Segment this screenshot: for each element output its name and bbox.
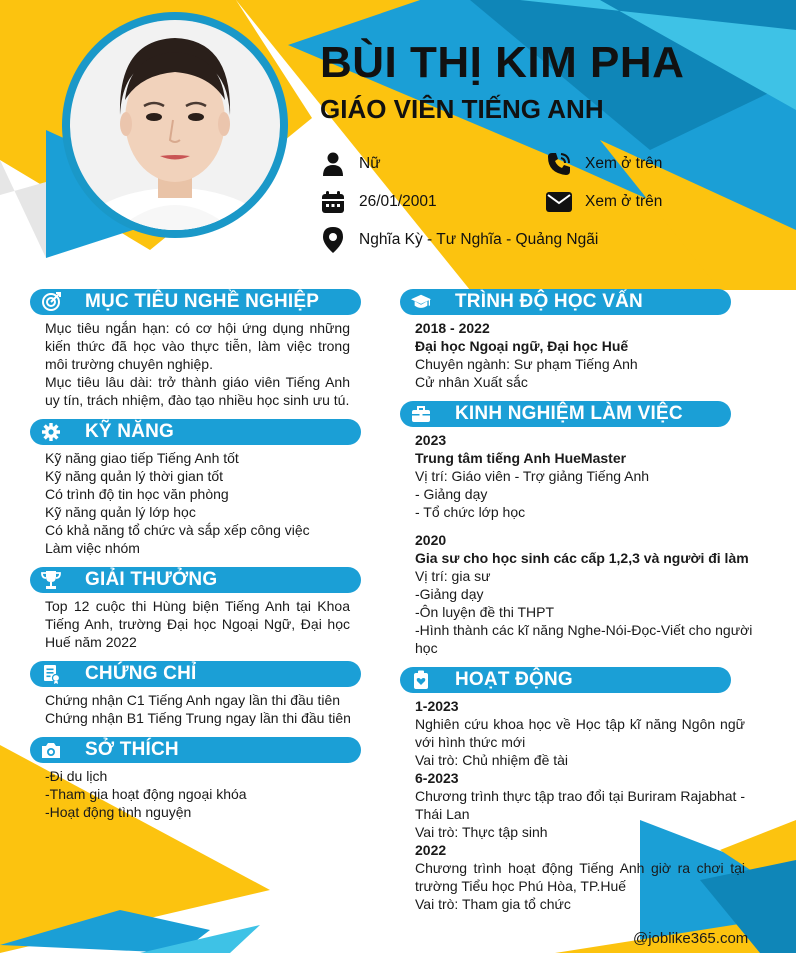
skills-list (45, 449, 350, 557)
job-line: Vị trí: Giáo viên - Trợ giảng Tiếng Anh (415, 468, 650, 484)
camera-icon (41, 740, 61, 760)
activities-block (415, 697, 745, 913)
job-line: -Hình thành các kĩ năng Nghe-Nói-Đọc-Viết cho người (415, 622, 753, 638)
activity-role: Vai trò: Thực tập sinh (415, 824, 548, 840)
section-header-awards (30, 567, 361, 593)
activity-role: Vai trò: Chủ nhiệm đề tài (415, 752, 569, 768)
profile-photo (62, 12, 288, 238)
hobbies-list (45, 767, 350, 821)
job-line: -Giảng dạy (415, 586, 484, 602)
briefcase-icon (411, 404, 431, 424)
section-header-experience (400, 401, 731, 427)
section-title: CHỨNG CHỈ (85, 663, 197, 684)
portrait-illustration (70, 20, 280, 230)
envelope-icon (545, 188, 573, 216)
education-period: 2018 - 2022 (415, 320, 490, 336)
objective-long: Mục tiêu lâu dài: trở thành giáo viên Tiếng Anh uy tín, trách nhiệm, đào tạo nhiều học sinh ưu tú. (45, 374, 350, 408)
graduation-cap-icon (411, 292, 431, 312)
phone-row (545, 150, 662, 178)
section-title: KINH NGHIỆM LÀM VIỆC (455, 403, 683, 424)
job-organization: Trung tâm tiếng Anh HueMaster (415, 450, 627, 466)
gender-value: Nữ (359, 155, 381, 172)
hobby-item: -Đi du lịch (45, 768, 108, 784)
birthdate-row (319, 188, 437, 216)
section-title: HOẠT ĐỘNG (455, 669, 573, 690)
phone-icon (545, 150, 573, 178)
address-row (319, 226, 598, 254)
skill-item: Có khả năng tổ chức và sắp xếp công việc (45, 522, 310, 538)
activity-period: 6-2023 (415, 770, 459, 786)
section-title: TRÌNH ĐỘ HỌC VẤN (455, 291, 643, 312)
certificates-list (45, 691, 350, 727)
watermark-text: @joblike365.com (633, 930, 749, 947)
activity-description: Nghiên cứu khoa học về Học tập kĩ năng Ngôn ngữ với hình thức mới (415, 716, 745, 750)
certificate-item: Chứng nhận B1 Tiếng Trung ngay lần thi đầu tiên (45, 710, 351, 726)
job-title: GIÁO VIÊN TIẾNG ANH (320, 94, 604, 124)
education-major: Chuyên ngành: Sư phạm Tiếng Anh (415, 356, 638, 372)
section-title: GIẢI THƯỞNG (85, 569, 218, 590)
section-title: SỞ THÍCH (85, 739, 179, 760)
certificate-icon (41, 664, 61, 684)
section-title: MỤC TIÊU NGHỀ NGHIỆP (85, 291, 320, 312)
calendar-icon (319, 188, 347, 216)
hobby-item: -Hoạt động tình nguyện (45, 804, 192, 820)
job-year: 2020 (415, 532, 447, 548)
section-title: KỸ NĂNG (85, 421, 175, 442)
education-block (415, 319, 745, 391)
job-year: 2023 (415, 432, 447, 448)
trophy-icon (41, 570, 61, 590)
location-pin-icon (319, 226, 347, 254)
email-value: Xem ở trên (585, 193, 663, 210)
job-line: Vị trí: gia sư (415, 568, 491, 584)
address-value: Nghĩa Kỳ - Tư Nghĩa - Quảng Ngãi (359, 231, 599, 248)
candidate-name: BÙI THỊ KIM PHA (320, 38, 685, 87)
skill-item: Kỹ năng quản lý lớp học (45, 504, 196, 520)
job-line: -Ôn luyện đề thi THPT (415, 604, 555, 620)
hobby-item: -Tham gia hoạt động ngoại khóa (45, 786, 247, 802)
skill-item: Làm việc nhóm (45, 540, 140, 556)
activity-description: Chương trình hoạt động Tiếng Anh giờ ra chơi tại trường Tiểu học Phú Hòa, TP.Huế (415, 860, 745, 894)
skill-item: Kỹ năng giao tiếp Tiếng Anh tốt (45, 450, 239, 466)
section-header-objective (30, 289, 361, 315)
phone-value: Xem ở trên (585, 155, 663, 172)
email-row (545, 188, 662, 216)
activity-description: Chương trình thực tập trao đổi tại Buriram Rajabhat - Thái Lan (415, 788, 745, 822)
birthdate-value: 26/01/2001 (359, 193, 437, 210)
education-school: Đại học Ngoại ngữ, Đại học Huế (415, 338, 629, 354)
skill-item: Có trình độ tin học văn phòng (45, 486, 229, 502)
badge-heart-icon (411, 670, 431, 690)
job-organization: Gia sư cho học sinh các cấp 1,2,3 và người đi làm (415, 550, 749, 566)
activity-period: 1-2023 (415, 698, 459, 714)
objective-text (45, 319, 350, 409)
gear-icon (41, 422, 61, 442)
certificate-item: Chứng nhận C1 Tiếng Anh ngay lần thi đầu tiên (45, 692, 341, 708)
awards-text: Top 12 cuộc thi Hùng biện Tiếng Anh tại Khoa Tiếng Anh, trường Đại học Ngoại Ngữ, Đại học Huế năm 2022 (45, 598, 350, 650)
section-header-certificates (30, 661, 361, 687)
activity-period: 2022 (415, 842, 447, 858)
person-icon (319, 150, 347, 178)
section-header-hobbies (30, 737, 361, 763)
section-header-skills (30, 419, 361, 445)
skill-item: Kỹ năng quản lý thời gian tốt (45, 468, 224, 484)
section-header-activities (400, 667, 731, 693)
job-line: - Giảng dạy (415, 486, 488, 502)
objective-short: Mục tiêu ngắn hạn: có cơ hội ứng dụng những kiến thức đã học vào thực tiễn, làm việc trong môi trường chuyên nghiệp. (45, 320, 350, 372)
target-icon (41, 292, 61, 312)
experience-block (415, 431, 753, 657)
section-header-education (400, 289, 731, 315)
activity-role: Vai trò: Tham gia tổ chức (415, 896, 571, 912)
job-line: - Tổ chức lớp học (415, 504, 526, 520)
job-line: học (415, 640, 438, 656)
education-degree: Cử nhân Xuất sắc (415, 374, 528, 390)
gender-row (319, 150, 381, 178)
